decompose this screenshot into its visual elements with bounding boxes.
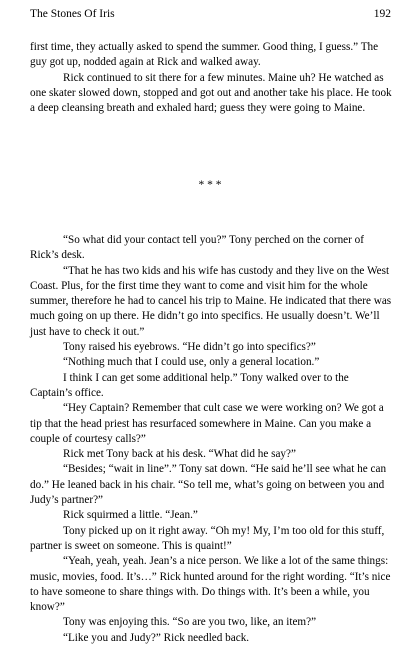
paragraph: Tony picked up on it right away. “Oh my! My, I’m too old for this stuff, partner is sweet on someone. This is quaint!”: [30, 524, 385, 552]
text-block-1: [30, 40, 392, 116]
paragraph: Rick continued to sit there for a few minutes. Maine uh? He watched as one skater slowed down, stopped and got out and another take his place. He took a deep cleansing breath and exhaled hard; guess they were going to Maine.: [30, 71, 392, 115]
scene-separator: * * *: [198, 179, 222, 191]
paragraph: “Hey Captain? Remember that cult case we were working on? We got a tip that the head priest has resurfaced somewhere in Maine. Can you make a couple of courtesy calls?”: [30, 402, 384, 445]
paragraph: Tony was enjoying this. “So are you two, like, an item?”: [63, 616, 317, 629]
paragraph: “So what did your contact tell you?” Tony perched on the corner of Rick’s desk.: [30, 234, 364, 262]
paragraph: “Like you and Judy?” Rick needled back.: [63, 631, 250, 644]
paragraph: I think I can get some additional help.” Tony walked over to the Captain’s office.: [30, 371, 349, 399]
paragraph: “Besides; “wait in line”.” Tony sat down. “He said he’ll see what he can do.” He leaned back in his chair. “So tell me, what’s going on between you and Judy’s partner?”: [30, 463, 387, 507]
running-header: The Stones Of Iris: [30, 8, 115, 20]
paragraph: first time, they actually asked to spend the summer. Good thing, I guess.” The guy got up, nodded again at Rick and walked away.: [30, 41, 379, 69]
paragraph: “Nothing much that I could use, only a general location.”: [63, 356, 320, 369]
paragraph: “Yeah, yeah, yeah. Jean’s a nice person. We like a lot of the same things: music, movies, food. It’s…” Rick hunted around for the right wording. “It’s nice to have someone to share things with. Do things with. It’s been a while, you know?”: [30, 555, 391, 614]
paragraph: Rick squirmed a little. “Jean.”: [63, 509, 198, 522]
text-block-2: [30, 233, 392, 646]
paragraph: “That he has two kids and his wife has custody and they live on the West Coast. Plus, for the first time they want to come and visit him for the whole summer, therefore he had to cancel his trip to Maine. He indicated that there was much going on up there. He didn’t go into specifics. He usually doesn’t. We’ll just have to check it out.”: [30, 264, 392, 338]
paragraph: Tony raised his eyebrows. “He didn’t go into specifics?”: [63, 341, 316, 354]
paragraph: Rick met Tony back at his desk. “What did he say?”: [63, 448, 296, 461]
page-number: 192: [373, 8, 391, 20]
